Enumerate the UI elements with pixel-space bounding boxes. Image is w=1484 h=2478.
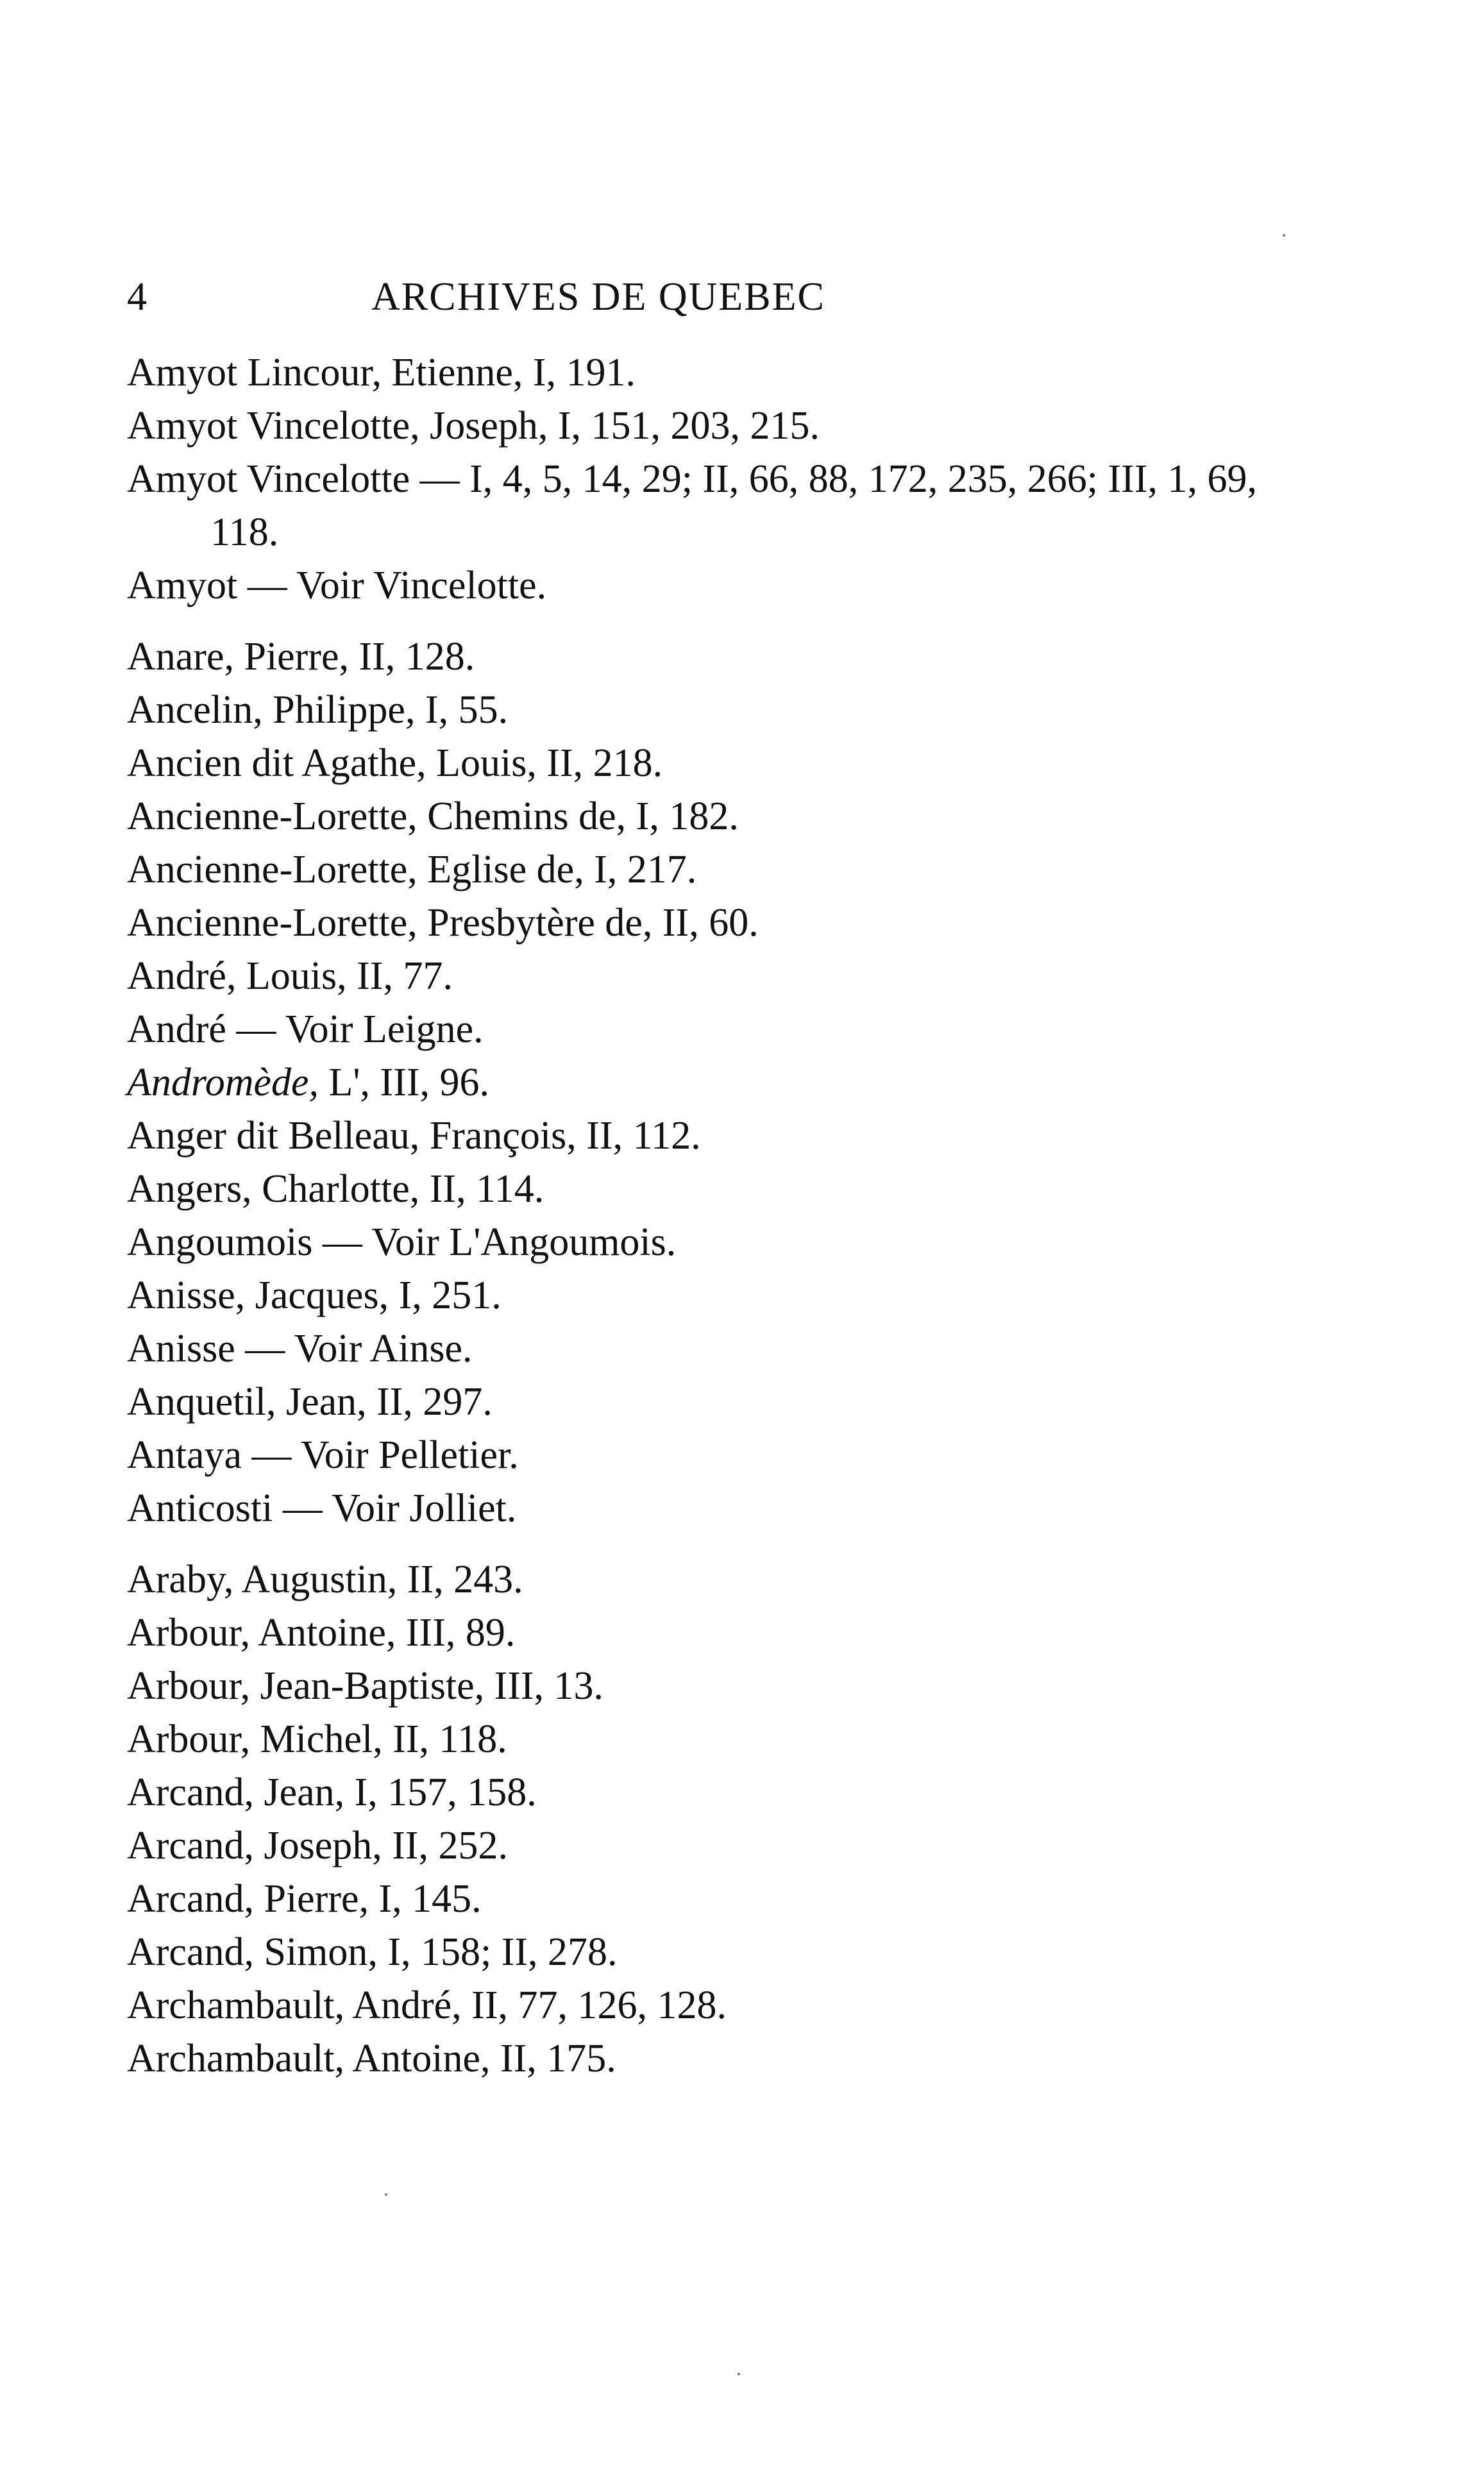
index-list [127, 346, 1281, 2086]
index-entry: André — Voir Leigne. [127, 1007, 484, 1051]
paper-speck [385, 2193, 387, 2196]
running-title: ARCHIVES DE QUEBEC [371, 275, 825, 319]
index-entry: André, Louis, II, 77. [127, 954, 453, 998]
index-entry: Antaya — Voir Pelletier. [127, 1433, 519, 1477]
index-entry: Ancelin, Philippe, I, 55. [127, 688, 509, 732]
index-entry: Amyot — Voir Vincelotte. [127, 564, 547, 607]
index-entry: Arcand, Pierre, I, 145. [127, 1877, 482, 1921]
index-entry: Amyot Vincelotte — I, 4, 5, 14, 29; II, 66, 88, 172, 235, 266; III, 1, 69, 118. [127, 457, 1257, 554]
index-entry: Arcand, Simon, I, 158; II, 278. [127, 1930, 618, 1974]
index-entry: Archambault, André, II, 77, 126, 128. [127, 1984, 727, 2027]
index-entry: Ancien dit Agathe, Louis, II, 218. [127, 741, 663, 785]
index-entry: Anare, Pierre, II, 128. [127, 635, 475, 678]
index-entry: Arbour, Jean-Baptiste, III, 13. [127, 1664, 604, 1708]
paper-speck [1283, 234, 1285, 237]
index-entry: Anisse — Voir Ainse. [127, 1327, 473, 1370]
index-entry: Andromède, L', III, 96. [127, 1061, 489, 1104]
index-entry: Anticosti — Voir Jolliet. [127, 1487, 517, 1530]
index-entry: Amyot Lincour, Etienne, I, 191. [127, 351, 636, 394]
index-entry: Amyot Vincelotte, Joseph, I, 151, 203, 215. [127, 404, 820, 448]
index-entry: Ancienne-Lorette, Chemins de, I, 182. [127, 795, 739, 838]
index-entry: Ancienne-Lorette, Eglise de, I, 217. [127, 848, 697, 891]
page-number: 4 [127, 275, 147, 319]
index-entry: Arbour, Michel, II, 118. [127, 1717, 507, 1761]
index-entry: Arcand, Jean, I, 157, 158. [127, 1771, 537, 1814]
index-entry: Arcand, Joseph, II, 252. [127, 1824, 509, 1867]
index-entry: Archambault, Antoine, II, 175. [127, 2037, 616, 2080]
index-entry: Ancienne-Lorette, Presbytère de, II, 60. [127, 901, 759, 945]
index-entry: Anger dit Belleau, François, II, 112. [127, 1114, 701, 1158]
index-entry: Angers, Charlotte, II, 114. [127, 1167, 544, 1211]
running-head [127, 268, 954, 326]
index-entry: Angoumois — Voir L'Angoumois. [127, 1220, 677, 1264]
italic-title: Andromède, [127, 1061, 319, 1104]
index-entry: Araby, Augustin, II, 243. [127, 1558, 523, 1601]
index-entry: Arbour, Antoine, III, 89. [127, 1611, 516, 1655]
index-entry: Anisse, Jacques, I, 251. [127, 1274, 502, 1317]
paper-speck [738, 2373, 740, 2375]
index-entry: Anquetil, Jean, II, 297. [127, 1380, 493, 1424]
